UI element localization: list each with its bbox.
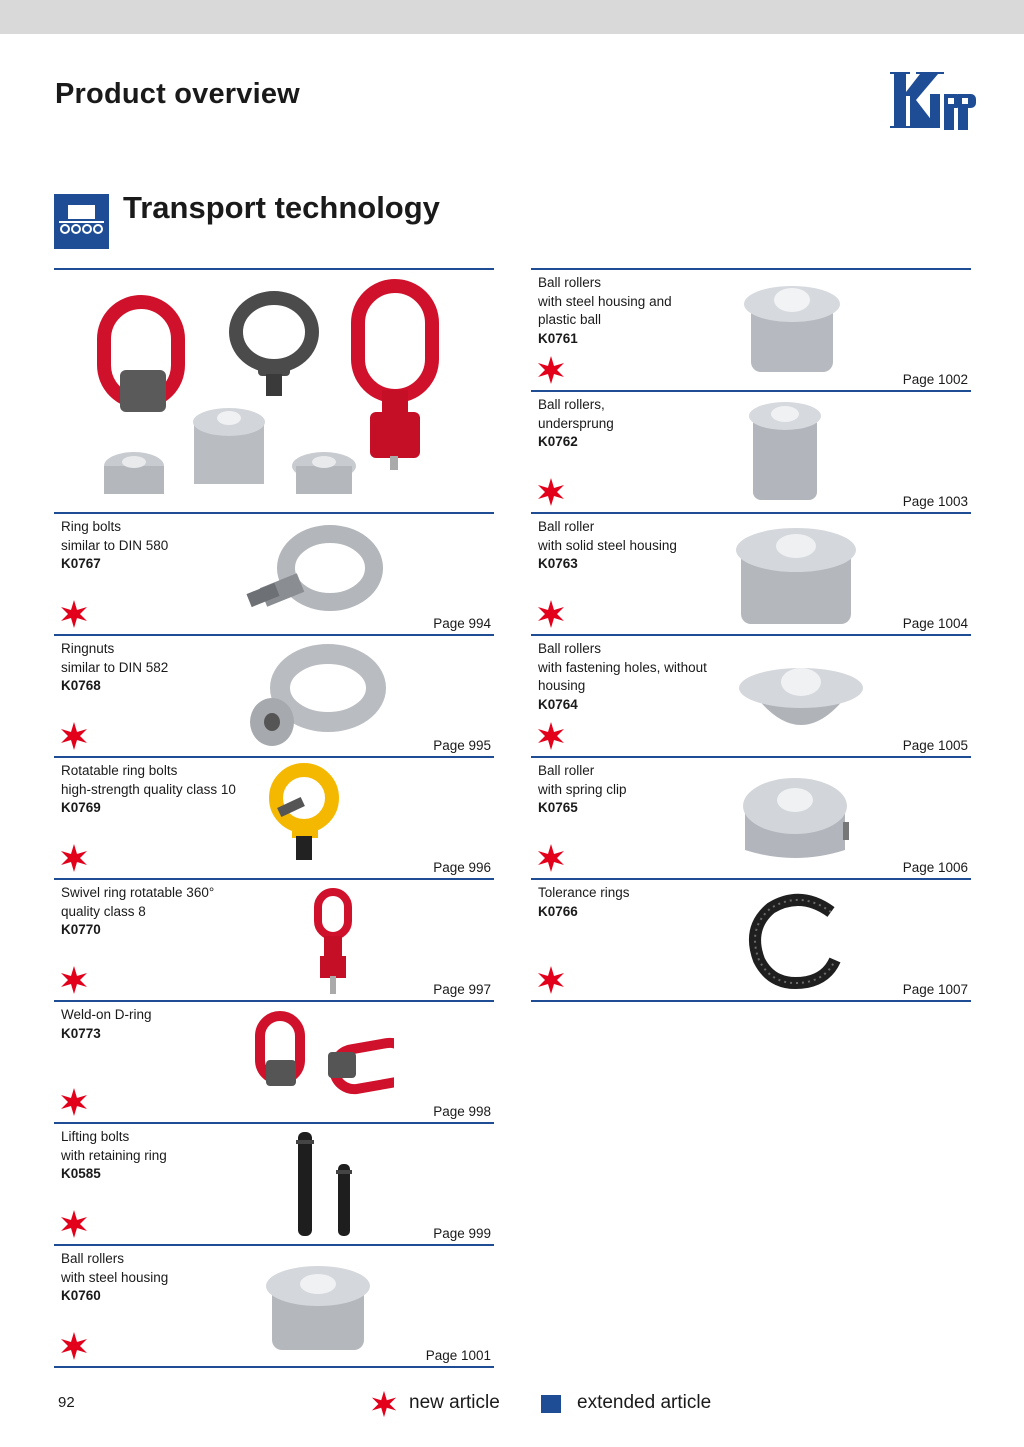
- ringnut-image: [234, 640, 394, 752]
- page-reference[interactable]: Page 998: [433, 1104, 491, 1119]
- ball-roller-spring-clip-image: [711, 762, 871, 874]
- product-code: K0762: [538, 434, 578, 450]
- ball-roller-solid-image: [711, 518, 871, 630]
- page-reference[interactable]: Page 1004: [902, 616, 968, 631]
- product-code: K0768: [61, 678, 101, 694]
- product-code: K0761: [538, 330, 578, 346]
- product-description: Tolerance rings K0766: [538, 884, 748, 921]
- product-description: Weld-on D-ring K0773: [61, 1006, 271, 1043]
- hero-product-image: [54, 268, 494, 512]
- product-description: Swivel ring rotatable 360° quality class 8 K0770: [61, 884, 271, 940]
- product-description: Ring bolts similar to DIN 580 K0767: [61, 518, 271, 574]
- product-code: K0769: [61, 800, 101, 816]
- product-card[interactable]: [54, 756, 494, 878]
- new-article-star-icon: [59, 599, 89, 629]
- rotatable-ring-bolt-image: [234, 762, 394, 874]
- lifting-bolt-image: [234, 1128, 394, 1240]
- new-article-star-icon: [370, 1390, 398, 1418]
- product-description: Ball roller with solid steel housing K0763: [538, 518, 748, 574]
- legend-extended-article: extended article: [577, 1392, 712, 1413]
- product-description: Ball rollers with steel housing K0760: [61, 1250, 271, 1306]
- new-article-star-icon: [536, 965, 566, 995]
- page-reference[interactable]: Page 1006: [902, 860, 968, 875]
- weld-on-d-ring-image: [234, 1006, 394, 1118]
- new-article-star-icon: [59, 1331, 89, 1361]
- page-reference[interactable]: Page 1002: [902, 372, 968, 387]
- page-reference[interactable]: Page 997: [433, 982, 491, 997]
- new-article-star-icon: [536, 721, 566, 751]
- product-card[interactable]: [531, 756, 971, 878]
- product-card[interactable]: [54, 512, 494, 634]
- product-code: K0773: [61, 1025, 101, 1041]
- product-description: Rotatable ring bolts high-strength quality class 10 K0769: [61, 762, 271, 818]
- tolerance-ring-image: [711, 884, 871, 996]
- ball-roller-flange-image: [711, 640, 871, 752]
- product-code: K0585: [61, 1166, 101, 1182]
- product-card[interactable]: [54, 1000, 494, 1122]
- product-card[interactable]: [54, 1244, 494, 1368]
- product-card[interactable]: [54, 634, 494, 756]
- product-description: Ball rollers with fastening holes, without housing K0764: [538, 640, 748, 714]
- ring-bolt-image: [234, 518, 394, 630]
- product-description: Ball roller with spring clip K0765: [538, 762, 748, 818]
- product-code: K0764: [538, 696, 578, 712]
- product-card[interactable]: [531, 878, 971, 1002]
- new-article-star-icon: [59, 721, 89, 751]
- new-article-star-icon: [59, 1209, 89, 1239]
- new-article-star-icon: [536, 477, 566, 507]
- product-code: K0765: [538, 800, 578, 816]
- page-reference[interactable]: Page 1001: [425, 1348, 491, 1363]
- ball-roller-undersprung-image: [711, 396, 871, 508]
- new-article-star-icon: [536, 599, 566, 629]
- page-title: Product overview: [55, 78, 300, 110]
- product-code: K0763: [538, 556, 578, 572]
- product-description: Ball rollers with steel housing and plastic ball K0761: [538, 274, 748, 348]
- swivel-ring-image: [234, 884, 394, 996]
- page-reference[interactable]: Page 996: [433, 860, 491, 875]
- product-code: K0770: [61, 922, 101, 938]
- page-number: 92: [58, 1394, 75, 1411]
- product-card[interactable]: [531, 634, 971, 756]
- product-description: Ringnuts similar to DIN 582 K0768: [61, 640, 271, 696]
- product-card[interactable]: [54, 1122, 494, 1244]
- left-column: [54, 268, 494, 1368]
- product-card[interactable]: [531, 512, 971, 634]
- ball-roller-image: [234, 1250, 394, 1362]
- kipp-logo: [886, 64, 978, 130]
- product-description: Ball rollers, undersprung K0762: [538, 396, 748, 452]
- new-article-star-icon: [59, 965, 89, 995]
- conveyor-icon: [54, 194, 109, 249]
- page-reference[interactable]: Page 999: [433, 1226, 491, 1241]
- page-reference[interactable]: Page 1007: [902, 982, 968, 997]
- ball-roller-plastic-image: [711, 274, 871, 386]
- new-article-star-icon: [536, 355, 566, 385]
- page-reference[interactable]: Page 994: [433, 616, 491, 631]
- page-reference[interactable]: Page 1005: [902, 738, 968, 753]
- page-reference[interactable]: Page 995: [433, 738, 491, 753]
- new-article-star-icon: [59, 843, 89, 873]
- product-code: K0767: [61, 556, 101, 572]
- product-card[interactable]: [531, 390, 971, 512]
- new-article-star-icon: [536, 843, 566, 873]
- new-article-star-icon: [59, 1087, 89, 1117]
- product-card[interactable]: [54, 878, 494, 1000]
- product-description: Lifting bolts with retaining ring K0585: [61, 1128, 271, 1184]
- top-bar: [0, 0, 1024, 34]
- extended-article-square-icon: [541, 1395, 561, 1413]
- right-column: [531, 268, 971, 1002]
- section-title: Transport technology: [123, 190, 440, 225]
- product-card[interactable]: [531, 268, 971, 390]
- legend-new-article: new article: [409, 1392, 500, 1413]
- page-reference[interactable]: Page 1003: [902, 494, 968, 509]
- product-code: K0766: [538, 903, 578, 919]
- product-code: K0760: [61, 1288, 101, 1304]
